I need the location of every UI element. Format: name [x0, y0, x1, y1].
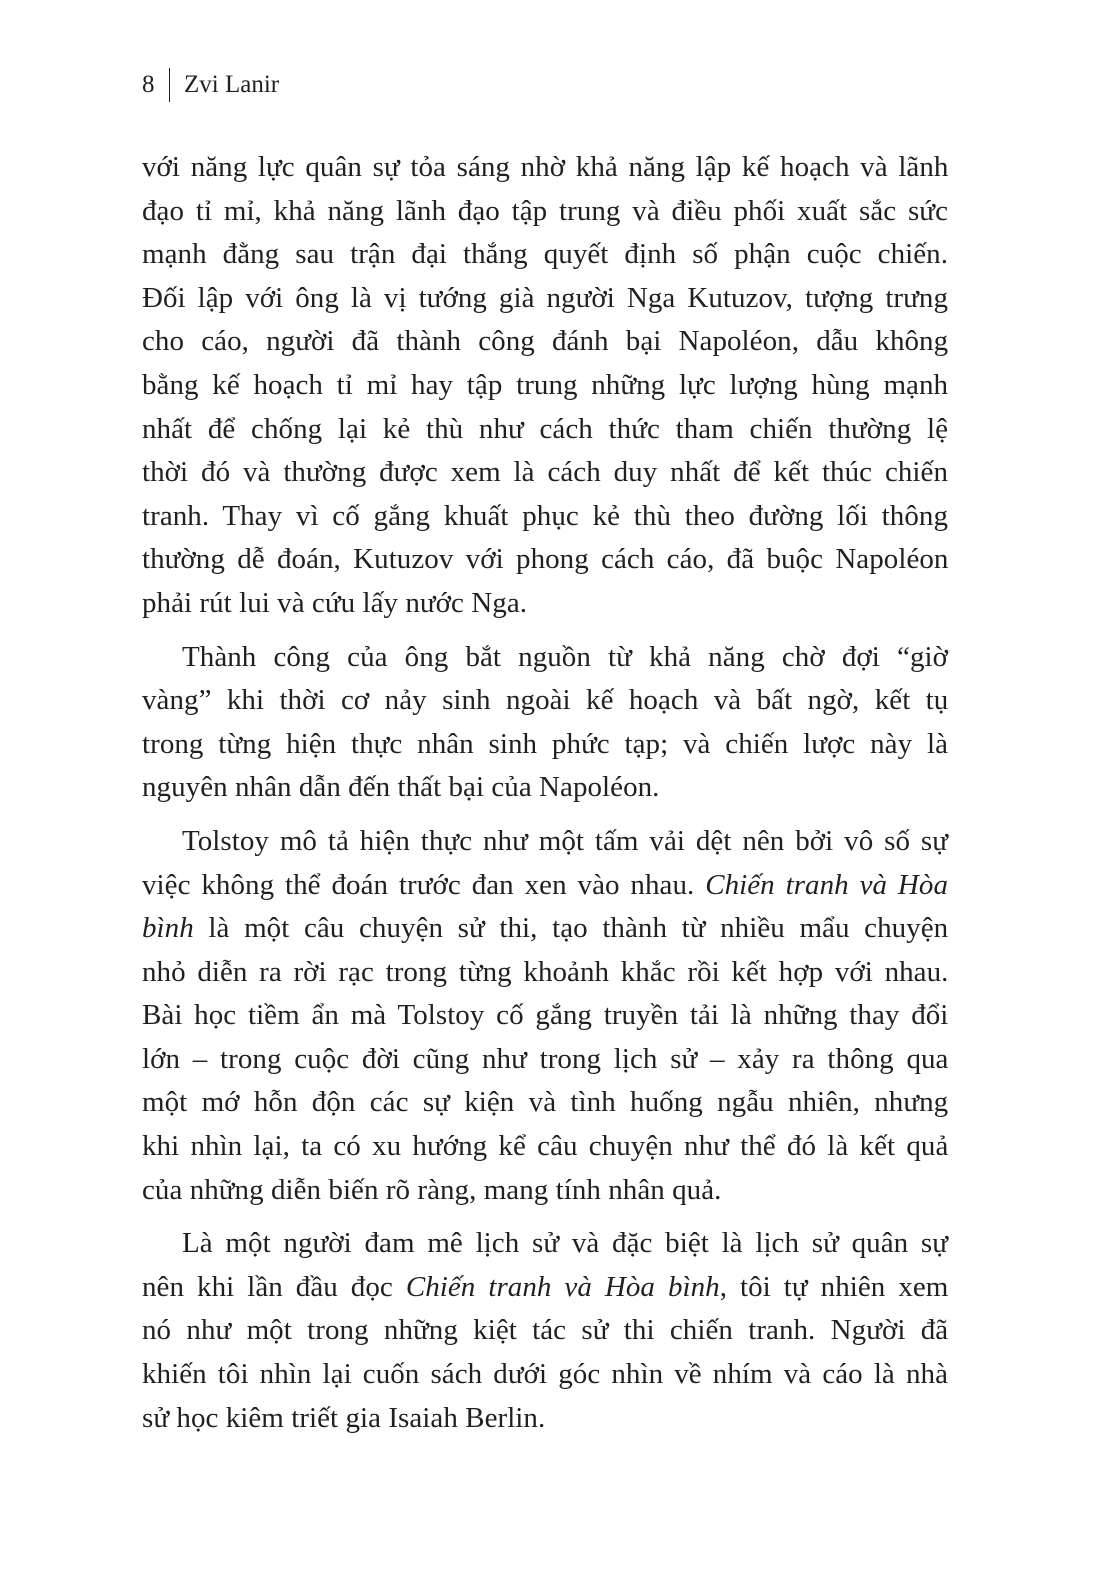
page-number: 8 [142, 71, 155, 98]
text-line: mạnh đằng sau trận đại thắng quyết định số phận cuộc chiến. [142, 238, 949, 271]
paragraph-4 [142, 1222, 948, 1440]
text-line: Là một người đam mê lịch sử và đặc biệt là lịch sử quân sự [182, 1227, 948, 1260]
text-line: Tolstoy mô tả hiện thực như một tấm vải dệt nên bởi vô số sự [182, 824, 948, 857]
text-run: là một câu chuyện sử thi, tạo thành từ nhiều mẩu chuyện [208, 912, 949, 945]
text-line [142, 1266, 948, 1310]
text-line: cho cáo, người đã thành công đánh bại Napoléon, dẫu không [142, 325, 949, 358]
text-run: việc không thể đoán trước đan xen vào nhau. [142, 868, 695, 901]
text-line: bằng kế hoạch tỉ mỉ hay tập trung những lực lượng hùng mạnh [142, 368, 949, 401]
header-divider [169, 68, 171, 102]
text-line: nhỏ diễn ra rời rạc trong từng khoảnh khắc rồi kết hợp với nhau. [142, 955, 949, 988]
text-line: nguyên nhân dẫn đến thất bại của Napoléon. [142, 771, 660, 804]
text-line: đạo tỉ mỉ, khả năng lãnh đạo tập trung và điều phối xuất sắc sức [142, 194, 948, 227]
text-line: nhất để chống lại kẻ thù như cách thức tham chiến thường lệ [142, 412, 948, 445]
text-line: thường dễ đoán, Kutuzov với phong cách cáo, đã buộc Napoléon [142, 543, 949, 576]
running-head [142, 68, 279, 102]
text-line: vàng” khi thời cơ nảy sinh ngoài kế hoạch và bất ngờ, kết tụ [142, 684, 949, 717]
text-line: trong từng hiện thực nhân sinh phức tạp; và chiến lược này là [142, 727, 948, 760]
book-title-italic: bình [142, 912, 194, 945]
text-line: lớn – trong cuộc đời cũng như trong lịch sử – xảy ra thông qua [142, 1042, 949, 1075]
body-text [142, 146, 948, 1450]
text-line: khi nhìn lại, ta có xu hướng kể câu chuyện như thể đó là kết quả [142, 1130, 949, 1163]
book-title-italic: Chiến tranh và Hòa bình [405, 1270, 720, 1303]
paragraph-1 [142, 146, 948, 626]
text-line [142, 907, 948, 951]
text-line: Bài học tiềm ẩn mà Tolstoy cố gắng truyền tải là những thay đổi [142, 999, 949, 1032]
paragraph-3 [142, 820, 948, 1212]
author-name: Zvi Lanir [184, 71, 280, 98]
text-line: một mớ hỗn độn các sự kiện và tình huống ngẫu nhiên, nhưng [142, 1086, 949, 1119]
text-line: Đối lập với ông là vị tướng già người Nga Kutuzov, tượng trưng [142, 281, 948, 314]
text-line: thời đó và thường được xem là cách duy nhất để kết thúc chiến [142, 456, 948, 489]
book-title-italic: Chiến tranh và Hòa [705, 868, 949, 901]
text-line: với năng lực quân sự tỏa sáng nhờ khả năng lập kế hoạch và lãnh [142, 151, 949, 183]
text-line: tranh. Thay vì cố gắng khuất phục kẻ thù theo đường lối thông [142, 499, 948, 532]
text-line: Thành công của ông bắt nguồn từ khả năng chờ đợi “giờ [182, 640, 948, 673]
text-line: nó như một trong những kiệt tác sử thi chiến tranh. Người đã [142, 1314, 949, 1347]
text-line: phải rút lui và cứu lấy nước Nga. [142, 586, 528, 619]
paragraph-2 [142, 636, 948, 810]
text-line: của những diễn biến rõ ràng, mang tính nhân quả. [142, 1173, 722, 1206]
text-run: , tôi tự nhiên xem [719, 1270, 949, 1303]
text-run: nên khi lần đầu đọc [142, 1270, 393, 1303]
text-line: khiến tôi nhìn lại cuốn sách dưới góc nhìn về nhím và cáo là nhà [142, 1358, 948, 1391]
text-line: sử học kiêm triết gia Isaiah Berlin. [142, 1401, 546, 1434]
text-line [142, 864, 948, 908]
